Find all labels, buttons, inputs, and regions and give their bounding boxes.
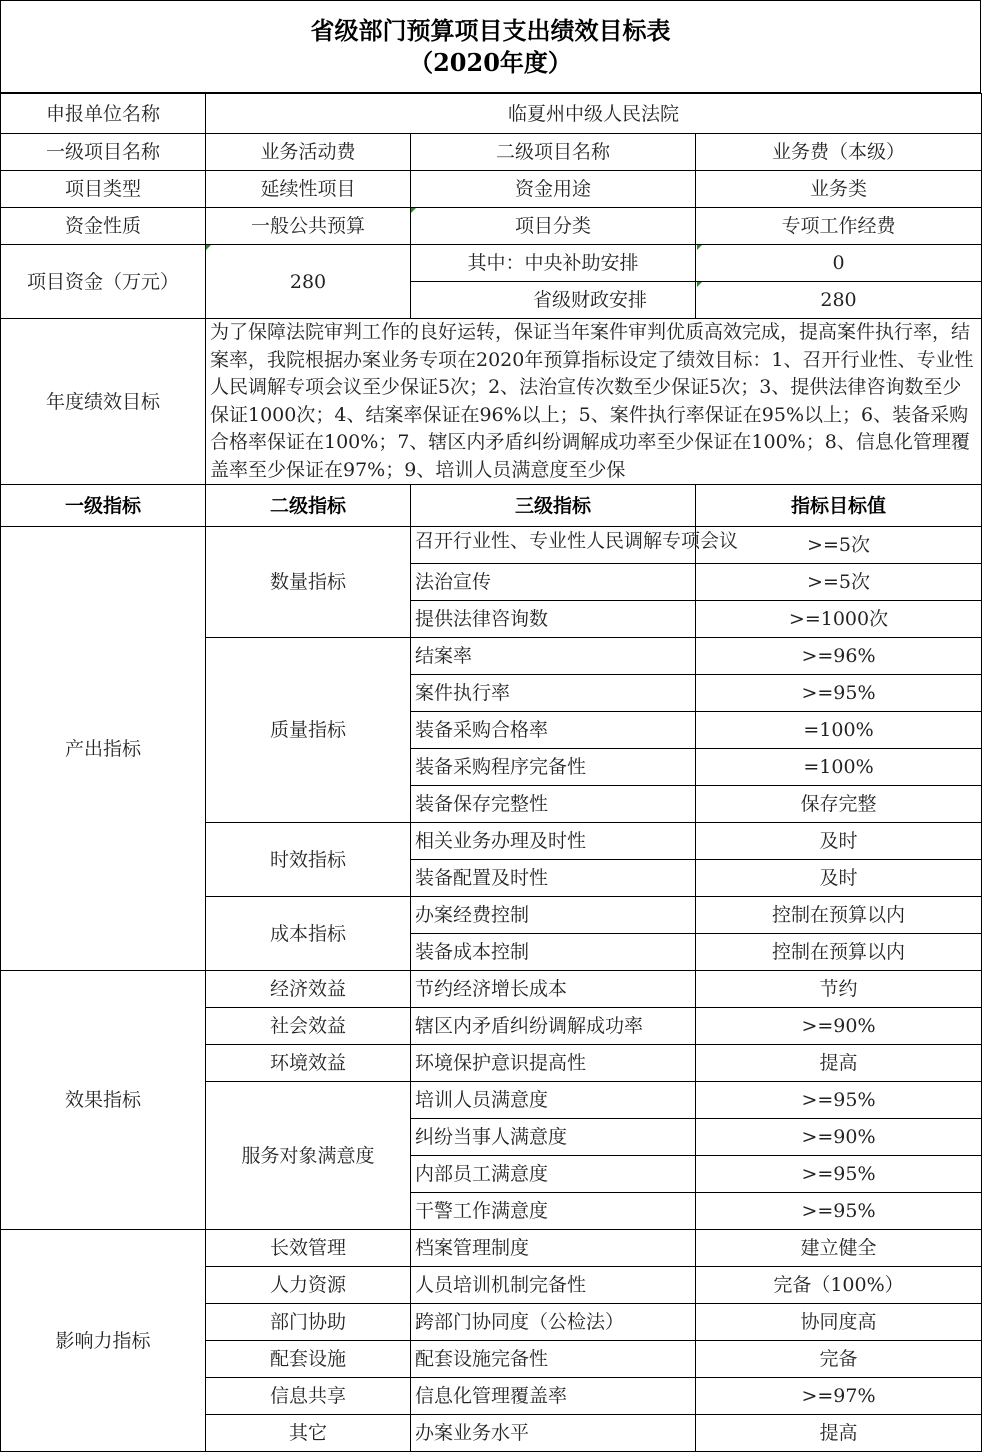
target-cell: >=95% (696, 675, 982, 712)
indicator-cell: 培训人员满意度 (411, 1082, 696, 1119)
target-cell: 控制在预算以内 (696, 934, 982, 971)
table-row (1, 527, 982, 564)
target-cell: 建立健全 (696, 1230, 982, 1267)
cell-comment-marker (206, 245, 211, 250)
target-cell: >=95% (696, 1193, 982, 1230)
target-cell: >=90% (696, 1008, 982, 1045)
indicator-cell (411, 527, 739, 564)
goal-cell (206, 319, 982, 485)
level1-cell: 效果指标 (1, 971, 206, 1230)
indicator-cell: 跨部门协同度（公检法） (411, 1304, 696, 1341)
value-cell: 业务活动费 (206, 134, 411, 171)
indicator-cell: 法治宣传 (411, 564, 696, 601)
indicator-cell: 档案管理制度 (411, 1230, 696, 1267)
indicator-cell: 节约经济增长成本 (411, 971, 696, 1008)
label-cell: 年度绩效目标 (1, 319, 206, 485)
level2-cell: 服务对象满意度 (206, 1082, 411, 1230)
value-cell: 延续性项目 (206, 171, 411, 208)
target-cell: >=90% (696, 1119, 982, 1156)
target-cell: >=1000次 (696, 601, 982, 638)
label-cell: 省级财政安排 (411, 282, 696, 319)
indicator-cell: 干警工作满意度 (411, 1193, 696, 1230)
indicator-text: 召开行业性、专业性人民调解专项会议 (415, 530, 739, 552)
target-cell: 控制在预算以内 (696, 897, 982, 934)
info-row-fund (1, 245, 982, 282)
goal-row (1, 319, 982, 485)
col-header: 二级指标 (206, 485, 411, 527)
label-cell: 项目资金（万元） (1, 245, 206, 319)
cell-comment-marker (697, 282, 702, 287)
level2-cell: 其它 (206, 1415, 411, 1452)
cell-comment-marker (411, 208, 416, 213)
label-cell: 申报单位名称 (1, 94, 206, 134)
level2-cell: 经济效益 (206, 971, 411, 1008)
value-cell: 业务类 (696, 171, 982, 208)
target-cell: 保存完整 (696, 786, 982, 823)
value-cell: 280 (206, 245, 411, 319)
col-header: 一级指标 (1, 485, 206, 527)
value-cell: 临夏州中级人民法院 (206, 94, 982, 134)
indicator-cell: 纠纷当事人满意度 (411, 1119, 696, 1156)
value-cell: 一般公共预算 (206, 208, 411, 245)
level1-cell: 产出指标 (1, 527, 206, 971)
level2-cell: 长效管理 (206, 1230, 411, 1267)
info-row-project (1, 134, 982, 171)
indicator-cell: 人员培训机制完备性 (411, 1267, 696, 1304)
indicator-cell: 信息化管理覆盖率 (411, 1378, 696, 1415)
target-cell: 完备 (696, 1341, 982, 1378)
info-row-type (1, 171, 982, 208)
label-cell: 项目分类 (411, 208, 696, 245)
value-cell: 专项工作经费 (696, 208, 982, 245)
col-header: 三级指标 (411, 485, 696, 527)
level2-cell: 质量指标 (206, 638, 411, 823)
title-block (0, 0, 981, 93)
target-cell: 节约 (696, 971, 982, 1008)
indicator-cell: 办案业务水平 (411, 1415, 696, 1452)
level2-cell: 时效指标 (206, 823, 411, 897)
label-cell: 资金性质 (1, 208, 206, 245)
indicator-cell: 辖区内矛盾纠纷调解成功率 (411, 1008, 696, 1045)
target-cell: >=96% (696, 638, 982, 675)
sheet-title: 省级部门预算项目支出绩效目标表 (310, 15, 671, 45)
target-cell: =100% (696, 712, 982, 749)
level2-cell: 部门协助 (206, 1304, 411, 1341)
cell-comment-marker (697, 245, 702, 250)
info-row-unit (1, 94, 982, 134)
level2-cell: 成本指标 (206, 897, 411, 971)
target-cell: 提高 (696, 1045, 982, 1082)
level2-cell: 配套设施 (206, 1341, 411, 1378)
goal-text: 为了保障法院审判工作的良好运转，保证当年案件审判优质高效完成，提高案件执行率，结案率，我院根据办案业务专项在2020年预算指标设定了绩效目标：1、召开行业性、专业性人民调解专项会议至少保证5次；2、法治宣传次数至少保证5次；3、提供法律咨询数至少保证1000次；4、结案率保证在96%以上；5、案件执行率保证在95%以上；6、装备采购合格率保证在100%；7、辖区内矛盾纠纷调解成功率至少保证在100%；8、信息化管理覆盖率至少保证在97%；9、培训人员满意度至少保 (210, 321, 974, 481)
target-cell: 及时 (696, 823, 982, 860)
target-cell: >=95% (696, 1082, 982, 1119)
target-table (0, 93, 982, 1452)
value-cell: 业务费（本级） (696, 134, 982, 171)
indicator-cell: 配套设施完备性 (411, 1341, 696, 1378)
value-cell: 0 (696, 245, 982, 282)
value-cell: 280 (696, 282, 982, 319)
label-cell: 资金用途 (411, 171, 696, 208)
indicator-cell: 结案率 (411, 638, 696, 675)
target-cell: >=95% (696, 1156, 982, 1193)
header-row (1, 485, 982, 527)
target-cell: 协同度高 (696, 1304, 982, 1341)
level2-cell: 信息共享 (206, 1378, 411, 1415)
target-cell: >=5次 (696, 564, 982, 601)
indicator-cell: 装备成本控制 (411, 934, 696, 971)
level2-cell: 人力资源 (206, 1267, 411, 1304)
table-row (1, 971, 982, 1008)
indicator-cell: 案件执行率 (411, 675, 696, 712)
target-cell: >=5次 (696, 527, 982, 564)
indicator-cell: 内部员工满意度 (411, 1156, 696, 1193)
level2-cell: 环境效益 (206, 1045, 411, 1082)
level1-cell: 影响力指标 (1, 1230, 206, 1452)
indicator-cell: 提供法律咨询数 (411, 601, 696, 638)
indicator-cell: 装备采购合格率 (411, 712, 696, 749)
level2-cell: 数量指标 (206, 527, 411, 638)
level2-cell: 社会效益 (206, 1008, 411, 1045)
indicator-cell: 环境保护意识提高性 (411, 1045, 696, 1082)
target-cell: 完备（100%） (696, 1267, 982, 1304)
label-cell: 一级项目名称 (1, 134, 206, 171)
indicator-cell: 办案经费控制 (411, 897, 696, 934)
label-cell: 其中：中央补助安排 (411, 245, 696, 282)
indicator-cell: 相关业务办理及时性 (411, 823, 696, 860)
info-row-nature (1, 208, 982, 245)
indicator-cell: 装备采购程序完备性 (411, 749, 696, 786)
target-cell: 及时 (696, 860, 982, 897)
target-cell: 提高 (696, 1415, 982, 1452)
sheet-year: （2020年度） (409, 47, 572, 77)
col-header: 指标目标值 (696, 485, 982, 527)
indicator-cell: 装备保存完整性 (411, 786, 696, 823)
target-cell: >=97% (696, 1378, 982, 1415)
target-cell: =100% (696, 749, 982, 786)
label-cell: 项目类型 (1, 171, 206, 208)
label-cell: 二级项目名称 (411, 134, 696, 171)
table-row (1, 1230, 982, 1267)
indicator-cell: 装备配置及时性 (411, 860, 696, 897)
